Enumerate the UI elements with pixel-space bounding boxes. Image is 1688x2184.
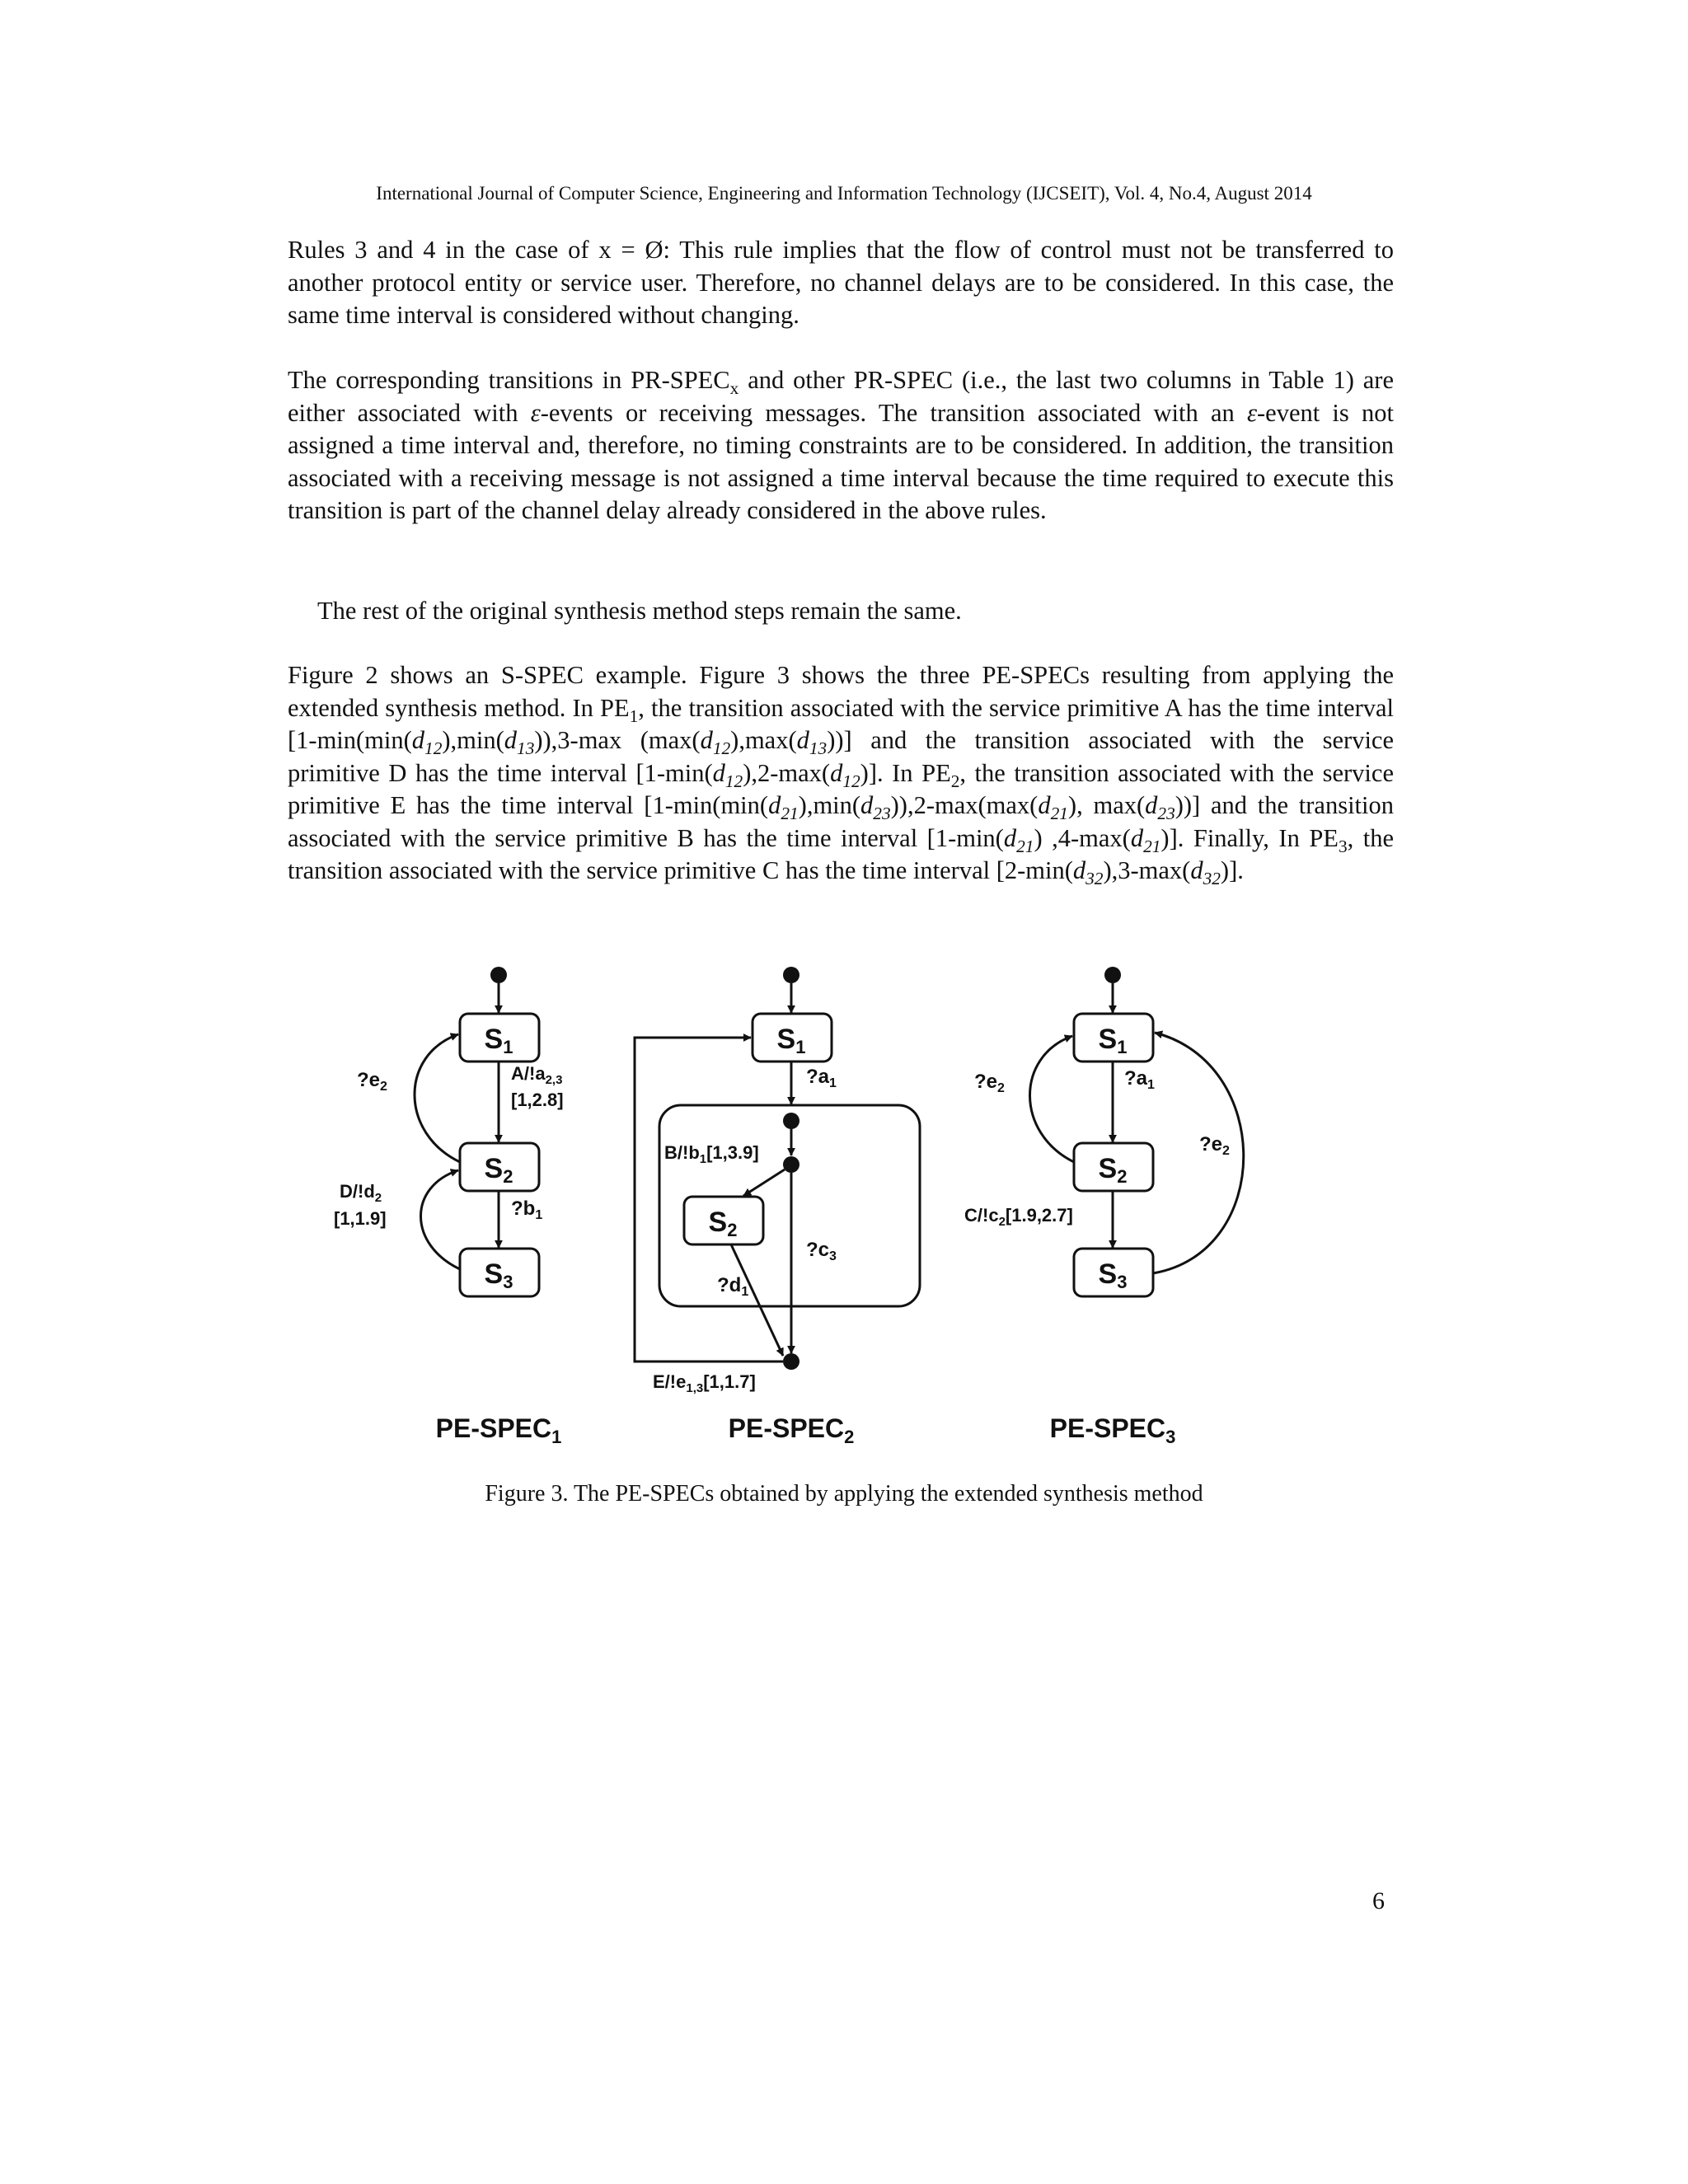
- title-pe-spec-3: $PE-SPEC_3$: [1049, 1413, 1176, 1447]
- label-a1: $?a_1$: [1124, 1067, 1155, 1092]
- initial-dot: [490, 967, 507, 983]
- inner-initial-dot: [783, 1113, 799, 1129]
- choice-dot: [783, 1156, 799, 1173]
- label-a-interval: [1,2.8]: [511, 1090, 564, 1110]
- pe-spec-1: [334, 967, 564, 1447]
- pe-spec-diagrams: [288, 940, 1394, 1467]
- state-s2-label: S2: [484, 1153, 513, 1187]
- label-e: $E/!e_{1,3}[1,1.7]$: [653, 1371, 756, 1395]
- initial-dot: [1104, 967, 1121, 983]
- state-s1-label: S1: [1098, 1024, 1128, 1057]
- label-e2-right: $?e_2$: [1199, 1133, 1230, 1158]
- pe-spec-2: [635, 967, 920, 1447]
- initial-dot: [783, 967, 799, 983]
- title-pe-spec-2: $PE-SPEC_2$: [728, 1413, 855, 1447]
- label-b: $B/!b_1[1,3.9]$: [664, 1142, 759, 1166]
- figure-caption: Figure 3. The PE-SPECs obtained by applying the extended synthesis method: [485, 1481, 1203, 1507]
- paragraph-rest: The rest of the original synthesis method steps remain the same.: [317, 597, 962, 625]
- label-e2: $?e_2$: [357, 1069, 387, 1094]
- paragraph-transitions: The corresponding transitions in $PR-SPEC_x$ and other PR-SPEC (i.e., the last two columns in Table 1) are either associated with ε-events or receiving messages. The transition associated with an ε-event is not assigned a time interval and, therefore, no timing constraints are to be considered. In addition, the transition associated with a receiving message is not assigned a time interval because the time required to execute this transition is part of the channel delay already considered in the above rules.: [288, 366, 1394, 524]
- label-e2-left: $?e_2$: [974, 1071, 1005, 1095]
- state-s1-label: S1: [776, 1024, 806, 1057]
- label-d: $D/!d_2$: [340, 1181, 382, 1205]
- state-s2-label: S2: [708, 1207, 738, 1240]
- paragraph-figure-description: Figure 2 shows an S-SPEC example. Figure 3 shows the three PE-SPECs resulting from applying the extended synthesis method. In $PE_1$, the transition associated with the service primitive A has the time interval [$1-\min(\min(d_{12}),\min(d_{13})),3-\max$ $(\max(d_{12}),\max(d_{13}))$] and the transition associated with the service primitive D has the time interval $[1-\min(d_{12}),2-\max(d_{12})]$. In $PE_2$, the transition associated with the service primitive E has the time interval [$1-\min(\min(d_{21}),\min(d_{23})),2-\max(\max(d_{21})$, $\max(d_{23})$)] and the transition associated with the service primitive B has the time interval [$1-\min(d_{21})$ $,4-\max(d_{21})$]. Finally, In $PE_3$, the transition associated with the service primitive C has the time interval $[2-\min(d_{32}),3-\max(d_{32})]$.: [288, 661, 1395, 889]
- label-d1: $?d_1$: [717, 1274, 749, 1299]
- paragraph-rules: Rules 3 and 4 in the case of x = Ø: This rule implies that the flow of control must not be transferred to another protocol entity or service user. Therefore, no channel delays are to be considered. In this case, the same time interval is considered without changing.: [288, 236, 1394, 329]
- state-s2-label: S2: [1098, 1153, 1128, 1187]
- label-c: $C/!c_2[1.9,2.7]$: [964, 1205, 1073, 1229]
- label-b1: $?b_1$: [511, 1197, 543, 1222]
- page-number: 6: [1372, 1887, 1385, 1915]
- pe-spec-3: [964, 967, 1244, 1447]
- title-pe-spec-1: $PE-SPEC_1$: [435, 1413, 562, 1447]
- final-dot: [783, 1353, 799, 1370]
- state-s3-label: S3: [484, 1258, 513, 1292]
- label-c3: $?c_3$: [806, 1239, 837, 1263]
- journal-header: International Journal of Computer Science, Engineering and Information Technology (IJCSEIT), Vol. 4, No.4, August 2014: [376, 183, 1312, 204]
- label-a: $A/!a_{2,3}$: [511, 1063, 563, 1087]
- state-s1-label: S1: [484, 1024, 513, 1057]
- label-a1: $?a_1$: [806, 1066, 837, 1090]
- figure-3-diagram: [288, 940, 1394, 1467]
- state-s3-label: S3: [1098, 1258, 1128, 1292]
- label-d-interval: [1,1.9]: [334, 1208, 387, 1229]
